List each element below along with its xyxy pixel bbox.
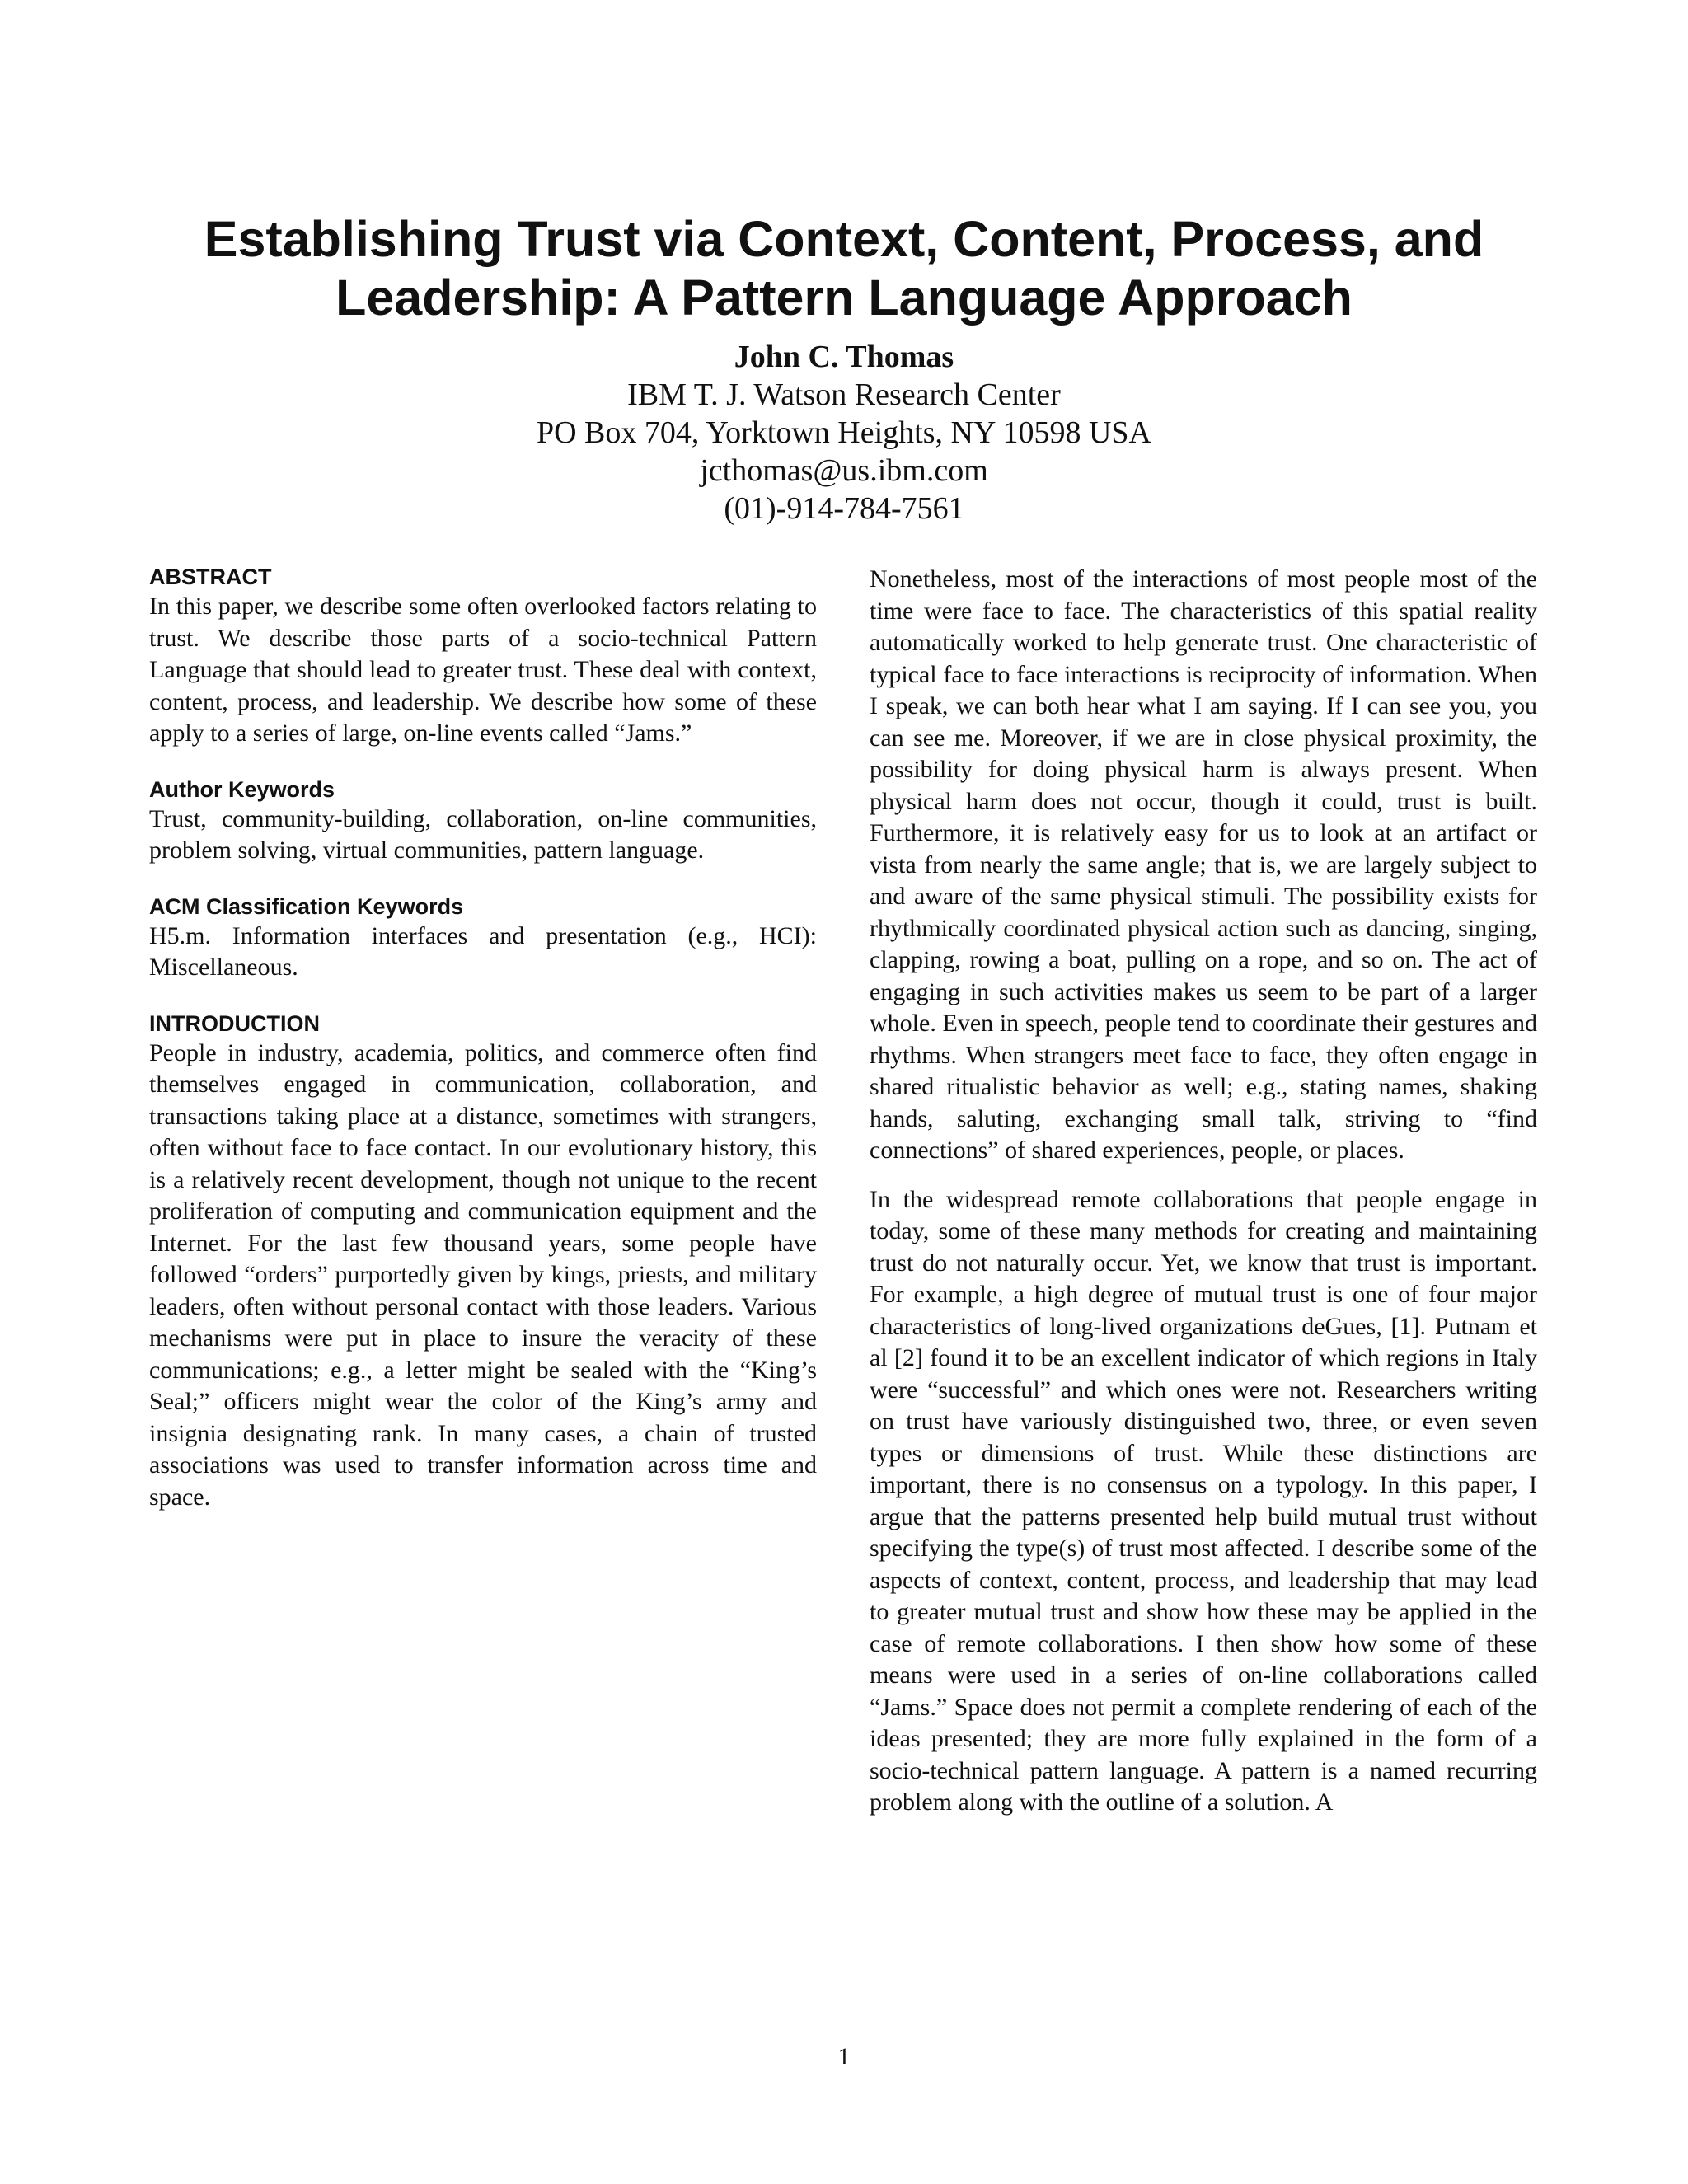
author-phone: (01)-914-784-7561 bbox=[724, 491, 964, 526]
acm-keywords-heading: ACM Classification Keywords bbox=[149, 893, 464, 919]
paper-title-line-2: Leadership: A Pattern Language Approach bbox=[335, 269, 1353, 326]
author-email: jcthomas@us.ibm.com bbox=[700, 453, 988, 488]
acm-keywords-text: H5.m. Information interfaces and presentation (e.g., HCI): Miscellaneous. bbox=[149, 921, 817, 981]
author-keywords-section bbox=[149, 776, 817, 867]
abstract-text: In this paper, we describe some often overlooked factors relating to trust. We describe those parts of a socio-technical Pattern Language that should lead to greater trust. These deal with context, content, process, and leadership. We describe how some of these apply to a series of large, on-line events called “Jams.” bbox=[149, 593, 817, 747]
author-address: PO Box 704, Yorktown Heights, NY 10598 USA bbox=[536, 415, 1151, 450]
author-affiliation: IBM T. J. Watson Research Center bbox=[627, 377, 1061, 412]
page-number: 1 bbox=[837, 2043, 851, 2070]
left-column bbox=[149, 563, 817, 1539]
author-keywords-heading: Author Keywords bbox=[149, 776, 335, 802]
right-column bbox=[870, 564, 1537, 1819]
introduction-heading: INTRODUCTION bbox=[149, 1010, 320, 1036]
introduction-text: People in industry, academia, politics, and commerce often find themselves engaged in communication, collaboration, and transactions taking place at a distance, sometimes with strangers, often without face to face contact. In our evolutionary history, this is a relatively recent development, though not unique to the recent proliferation of computing and communication equipment and the Internet. For the last few thousand years, some people have followed “orders” purportedly given by kings, priests, and military leaders, often without personal contact with those leaders. Various mechanisms were put in place to insure the veracity of these communications; e.g., a letter might be sealed with the “King’s Seal;” officers might wear the color of the King’s army and insignia designating rank. In many cases, a chain of trusted associations was used to transfer information across time and space. bbox=[149, 1038, 817, 1511]
body-paragraph-2: In the widespread remote collaborations that people engage in today, some of these many methods for creating and maintaining trust do not naturally occur. Yet, we know that trust is important. For example, a high degree of mutual trust is one of four major characteristics of long-lived organizations deGues, [1]. Putnam et al [2] found it to be an excellent indicator of which regions in Italy were “successful” and which ones were not. Researchers writing on trust have variously distinguished two, three, or even seven types or dimensions of trust. While these distinctions are important, there is no consensus on a typology. In this paper, I argue that the patterns presented help build mutual trust without specifying the type(s) of trust most affected. I describe some of the aspects of context, content, process, and leadership that may lead to greater mutual trust and show how these may be applied in the case of remote collaborations. I then show how some of these means were used in a series of on-line collaborations called “Jams.” Space does not permit a complete rendering of each of the ideas presented; they are more fully explained in the form of a socio-technical pattern language. A pattern is a named recurring problem along with the outline of a solution. A bbox=[870, 1185, 1537, 1816]
author-keywords-text: Trust, community-building, collaboration, on-line communities, problem solving, virtual communities, pattern language. bbox=[149, 804, 817, 864]
acm-keywords-section bbox=[149, 893, 817, 984]
paper-title-line-1: Establishing Trust via Context, Content, Process, and bbox=[204, 211, 1484, 267]
author-name: John C. Thomas bbox=[734, 340, 954, 374]
abstract-heading: ABSTRACT bbox=[149, 565, 272, 589]
abstract-section bbox=[149, 563, 817, 750]
paper-title bbox=[124, 210, 1564, 327]
body-paragraph-1: Nonetheless, most of the interactions of most people most of the time were face to face. The characteristics of this spatial reality automatically worked to help generate trust. One characteristic of typical face to face interactions is reciprocity of information. When I speak, we can both hear what I am saying. If I can see you, you can see me. Moreover, if we are in close physical proximity, the possibility for doing physical harm is always present. When physical harm does not occur, though it could, trust is built. Furthermore, it is relatively easy for us to look at an artifact or vista from nearly the same angle; that is, we are largely subject to and aware of the same physical stimuli. The possibility exists for rhythmically coordinated physical action such as dancing, singing, clapping, rowing a boat, pulling on a rope, and so on. The act of engaging in such activities makes us seem to be part of a larger whole. Even in speech, people tend to coordinate their gestures and rhythms. When strangers meet face to face, they often engage in shared ritualistic behavior as well; e.g., stating names, shaking hands, saluting, exchanging small talk, striving to “find connections” of shared experiences, people, or places. bbox=[870, 565, 1537, 1164]
author-block bbox=[124, 338, 1564, 527]
introduction-section bbox=[149, 1010, 817, 1514]
